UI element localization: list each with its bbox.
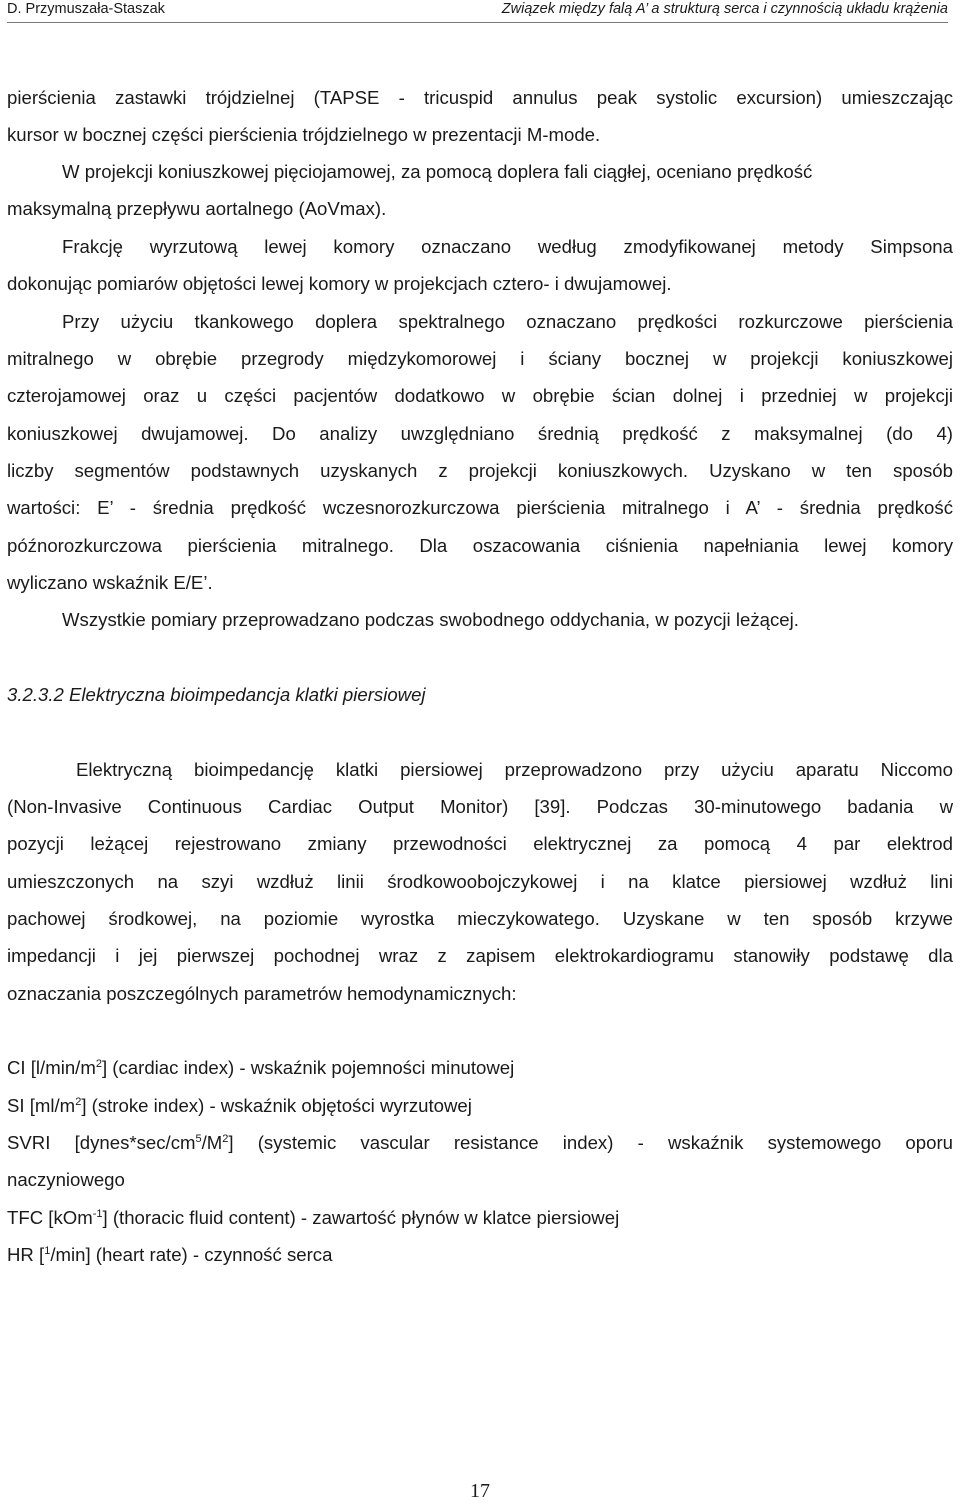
header-title: Związek między falą A’ a strukturą serca i czynnością układu krążenia: [501, 1, 948, 17]
param-hr: HR [$^1$/min] (heart rate) - czynność serca: [7, 1244, 333, 1265]
text-line: mitralnego w obrębie przegrody międzykomorowej i ściany bocznej w projekcji koniuszkowej: [7, 348, 953, 369]
running-header: [7, 0, 948, 23]
text-line: W projekcji koniuszkowej pięciojamowej, za pomocą doplera fali ciągłej, oceniano prędkość: [62, 161, 813, 182]
text-line: wyliczano wskaźnik E/E’.: [7, 572, 213, 593]
text-line: koniuszkowej dwujamowej. Do analizy uwzględniano średnią prędkość z maksymalnej (do 4): [7, 423, 953, 444]
text-line: pachowej środkowej, na poziomie wyrostka mieczykowatego. Uzyskane w ten sposób krzywe: [7, 908, 953, 929]
text-line: Wszystkie pomiary przeprowadzano podczas swobodnego oddychania, w pozycji leżącej.: [62, 609, 799, 630]
text-line: umieszczonych na szyi wzdłuż linii środkowoobojczykowej i na klatce piersiowej wzdłuż lini: [7, 871, 953, 892]
section-heading: 3.2.3.2 Elektryczna bioimpedancja klatki piersiowej: [7, 684, 426, 705]
text-line: oznaczania poszczególnych parametrów hemodynamicznych:: [7, 983, 517, 1004]
param-svri: SVRI $[dynes*\sec/cm^5/M^2]$ (systemic vascular resistance index) - wskaźnik systemowego oporu: [7, 1132, 953, 1153]
text-line: Elektryczną bioimpedancję klatki piersiowej przeprowadzono przy użyciu aparatu Niccomo: [76, 759, 953, 780]
text-line: czterojamowej oraz u części pacjentów dodatkowo w obrębie ścian dolnej i przedniej w projekcji: [7, 385, 953, 406]
text-line: dokonując pomiarów objętości lewej komory w projekcjach cztero- i dwujamowej.: [7, 273, 672, 294]
param-svri-cont: naczyniowego: [7, 1169, 125, 1190]
header-author: D. Przymuszała-Staszak: [7, 1, 165, 17]
page-number: 17: [470, 1480, 490, 1502]
text-line: kursor w bocznej części pierścienia trójdzielnego w prezentacji M-mode.: [7, 124, 601, 145]
text-line: Frakcję wyrzutową lewej komory oznaczano według zmodyfikowanej metody Simpsona: [62, 236, 953, 257]
text-line: Przy użyciu tkankowego doplera spektralnego oznaczano prędkości rozkurczowe pierścienia: [62, 311, 953, 332]
text-line: maksymalną przepływu aortalnego (AoVmax).: [7, 198, 387, 219]
param-si: SI $[ml/m^2]$ (stroke index) - wskaźnik objętości wyrzutowej: [7, 1095, 472, 1116]
text-line: (Non-Invasive Continuous Cardiac Output Monitor) [39]. Podczas 30-minutowego badania w: [7, 796, 953, 817]
text-line: późnorozkurczowa pierścienia mitralnego. Dla oszacowania ciśnienia napełniania lewej komory: [7, 535, 953, 556]
text-line: pierścienia zastawki trójdzielnej (TAPSE - tricuspid annulus peak systolic excursion) umieszczając: [7, 87, 953, 108]
text-line: impedancji i jej pierwszej pochodnej wraz z zapisem elektrokardiogramu stanowiły podstawę dla: [7, 945, 953, 966]
text-line: liczby segmentów podstawnych uzyskanych z projekcji koniuszkowych. Uzyskano w ten sposób: [7, 460, 953, 481]
text-line: wartości: E’ - średnia prędkość wczesnorozkurczowa pierścienia mitralnego i A’ - średnia prędkość: [7, 497, 953, 518]
text-line: pozycji leżącej rejestrowano zmiany przewodności elektrycznej za pomocą 4 par elektrod: [7, 833, 953, 854]
param-tfc: TFC [kOm$^{-1}$] (thoracic fluid content) - zawartość płynów w klatce piersiowej: [7, 1207, 620, 1228]
param-ci: CI $[l/\min/m^2]$ (cardiac index) - wskaźnik pojemności minutowej: [7, 1057, 515, 1078]
